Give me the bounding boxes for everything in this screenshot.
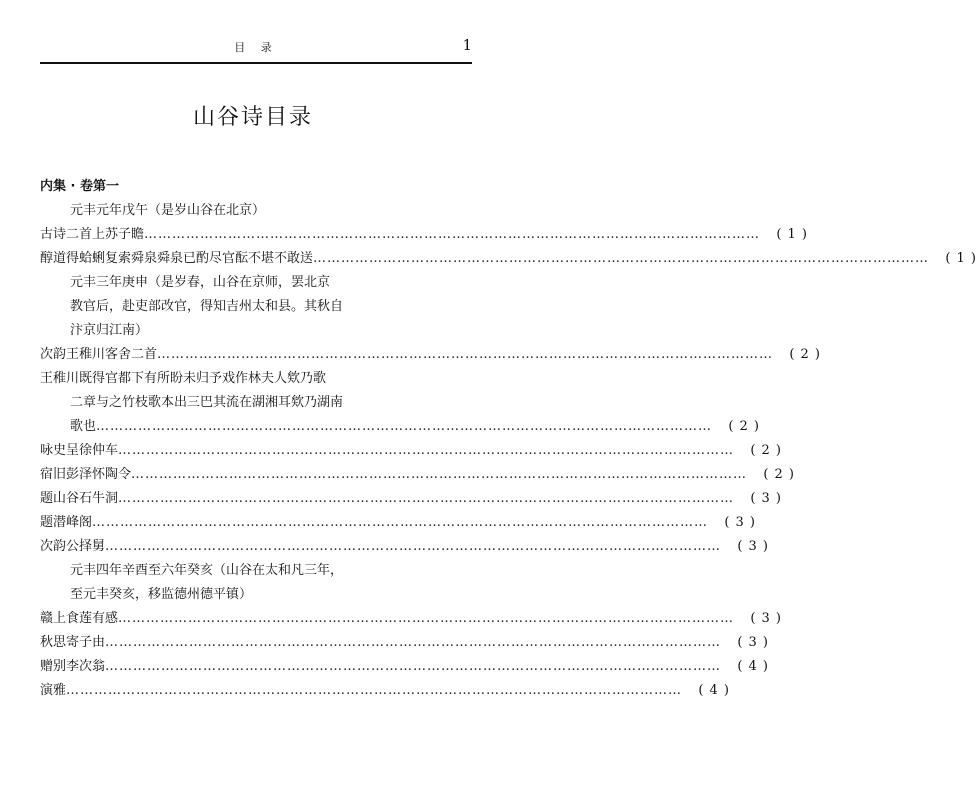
toc-entry-page: ( 3 ) — [750, 611, 783, 626]
toc-entry[interactable] — [40, 655, 770, 679]
toc-entry-page: ( 2 ) — [763, 467, 796, 482]
toc-entry-page: ( 3 ) — [724, 515, 757, 530]
toc-entry[interactable] — [40, 439, 783, 463]
table-of-contents — [40, 175, 977, 703]
header-rule — [40, 62, 472, 64]
page-number: 1 — [462, 36, 472, 54]
year-heading: 元丰四年辛酉至六年癸亥（山谷在太和凡三年， — [70, 563, 344, 578]
toc-entry-title: 秋思寄子由 — [40, 635, 106, 650]
toc-entry-page: ( 3 ) — [737, 635, 770, 650]
toc-entry-title: 次韵公择舅 — [40, 539, 106, 554]
toc-entry-title: 题潜峰阁 — [40, 515, 93, 530]
page-title: 山谷诗目录 — [192, 105, 313, 130]
toc-entry-title: 歌也 — [70, 419, 97, 434]
leader-dots: …………………………………………………………………………………………………………………… — [144, 227, 761, 242]
running-header-title: 目 录 — [234, 41, 278, 54]
toc-entry-page: ( 2 ) — [750, 443, 783, 458]
toc-entry-title: 题山谷石牛洞 — [40, 491, 119, 506]
toc-entry[interactable] — [40, 463, 796, 487]
toc-entry[interactable] — [40, 247, 977, 271]
toc-entry[interactable] — [40, 343, 822, 367]
toc-entry-title: 咏史呈徐仲车 — [40, 443, 119, 458]
year-heading: 元丰元年戊午（是岁山谷在北京） — [70, 203, 266, 218]
toc-entry-page: ( 3 ) — [737, 539, 770, 554]
toc-entry-title: 醇道得蛤蜊复索舜泉舜泉已酌尽官酝不堪不敢送 — [40, 251, 314, 266]
toc-entry-page: ( 4 ) — [698, 683, 731, 698]
leader-dots: …………………………………………………………………………………………………………………… — [105, 539, 722, 554]
toc-entry-title-line[interactable]: 王稚川既得官都下有所盼未归予戏作林夫人欸乃歌 — [40, 371, 327, 386]
toc-entry-title: 演雅 — [40, 683, 67, 698]
toc-entry[interactable] — [40, 223, 809, 247]
leader-dots: …………………………………………………………………………………………………………………… — [131, 467, 748, 482]
toc-entry-title: 赠别李次翁 — [40, 659, 106, 674]
toc-entry-title: 古诗二首上苏子瞻 — [40, 227, 145, 242]
leader-dots: …………………………………………………………………………………………………………………… — [105, 659, 722, 674]
year-heading-cont: 汴京归江南） — [70, 323, 149, 338]
toc-entry-page: ( 3 ) — [750, 491, 783, 506]
toc-entry-title: 赣上食莲有感 — [40, 611, 119, 626]
leader-dots: …………………………………………………………………………………………………………………… — [118, 443, 735, 458]
toc-entry-title-cont: 二章与之竹枝歌本出三巴其流在湖湘耳欸乃湖南 — [70, 395, 344, 410]
toc-entry[interactable] — [40, 607, 783, 631]
leader-dots: …………………………………………………………………………………………………………………… — [66, 683, 683, 698]
leader-dots: …………………………………………………………………………………………………………………… — [96, 419, 713, 434]
year-heading: 元丰三年庚申（是岁春，山谷在京师，罢北京 — [70, 275, 331, 290]
leader-dots: …………………………………………………………………………………………………………………… — [105, 635, 722, 650]
toc-entry-page: ( 1 ) — [945, 251, 977, 266]
toc-entry-page: ( 2 ) — [789, 347, 822, 362]
leader-dots: …………………………………………………………………………………………………………………… — [92, 515, 709, 530]
toc-entry[interactable] — [40, 487, 783, 511]
leader-dots: …………………………………………………………………………………………………………………… — [313, 251, 930, 266]
section-heading: 内集 · 卷第一 — [40, 179, 119, 194]
toc-entry-page: ( 4 ) — [737, 659, 770, 674]
toc-entry-page: ( 2 ) — [728, 419, 761, 434]
toc-entry[interactable] — [40, 415, 761, 439]
running-header — [40, 36, 472, 58]
toc-entry[interactable] — [40, 631, 770, 655]
toc-entry-title: 次韵王稚川客舍二首 — [40, 347, 158, 362]
leader-dots: …………………………………………………………………………………………………………………… — [157, 347, 774, 362]
toc-entry-title: 宿旧彭泽怀陶令 — [40, 467, 132, 482]
toc-entry[interactable] — [40, 679, 731, 703]
toc-entry[interactable] — [40, 535, 770, 559]
year-heading-cont: 至元丰癸亥，移监德州德平镇） — [70, 587, 253, 602]
leader-dots: …………………………………………………………………………………………………………………… — [118, 611, 735, 626]
year-heading-cont: 教官后，赴吏部改官，得知吉州太和县。其秋自 — [70, 299, 344, 314]
leader-dots: …………………………………………………………………………………………………………………… — [118, 491, 735, 506]
toc-entry[interactable] — [40, 511, 757, 535]
toc-entry-page: ( 1 ) — [776, 227, 809, 242]
